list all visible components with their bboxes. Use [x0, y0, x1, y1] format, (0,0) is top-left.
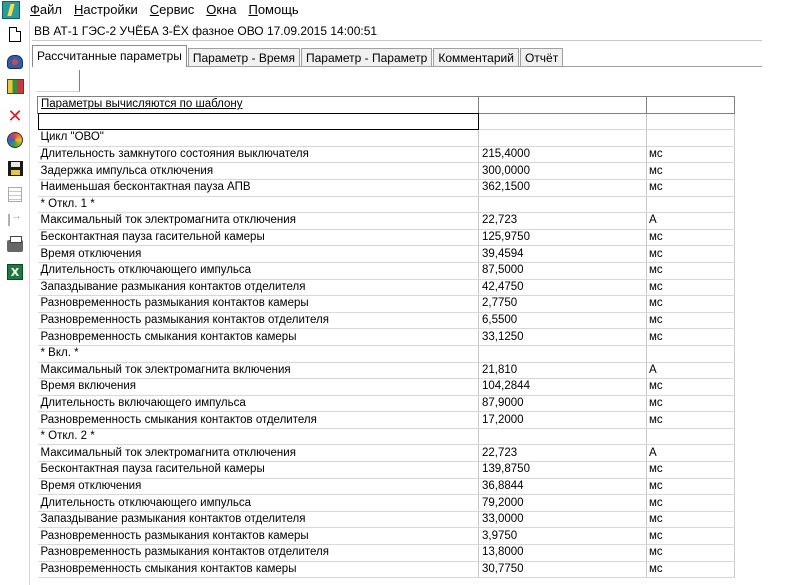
parameter-value-cell[interactable]	[479, 428, 647, 445]
excel-icon: X	[7, 264, 23, 280]
parameter-name-cell[interactable]: Время включения	[38, 379, 479, 396]
parameter-name-cell[interactable]: Длительность включающего импульса	[38, 395, 479, 412]
parameter-value-cell[interactable]	[479, 196, 647, 213]
table-row[interactable]	[38, 495, 735, 512]
menu-help[interactable]: Помощь	[248, 2, 299, 17]
parameter-value-cell[interactable]: 21,810	[479, 362, 647, 379]
table-row[interactable]	[38, 146, 735, 163]
parameter-unit-cell[interactable]: мс	[647, 379, 735, 396]
parameter-value-cell[interactable]: 22,723	[479, 445, 647, 462]
parameter-unit-cell[interactable]: мс	[647, 561, 735, 578]
parameter-unit-cell[interactable]: мс	[647, 296, 735, 313]
new-document-button[interactable]	[5, 24, 25, 44]
parameters-table	[37, 96, 735, 578]
parameter-unit-cell[interactable]: мс	[647, 495, 735, 512]
table-row[interactable]	[38, 428, 735, 445]
tab-comment[interactable]: Комментарий	[433, 48, 519, 67]
save-button[interactable]	[5, 158, 25, 178]
parameter-unit-cell[interactable]: мс	[647, 312, 735, 329]
parameter-name-cell[interactable]: Бесконтактная пауза гасительной камеры	[38, 462, 479, 479]
parameter-unit-cell[interactable]: мс	[647, 329, 735, 346]
parameter-value-cell[interactable]: 36,8844	[479, 478, 647, 495]
parameter-name-cell[interactable]: Длительность замкнутого состояния выключателя	[38, 146, 479, 163]
parameter-name-cell[interactable]: Наименьшая бесконтактная пауза АПВ	[38, 179, 479, 196]
parameter-unit-cell[interactable]	[647, 428, 735, 445]
settings-button[interactable]	[5, 130, 25, 150]
parameter-name-cell[interactable]: Время отключения	[38, 246, 479, 263]
table-row[interactable]	[38, 179, 735, 196]
tab-calculated-parameters[interactable]: Рассчитанные параметры	[32, 45, 187, 67]
parameter-value-cell[interactable]: 39,4594	[479, 246, 647, 263]
table-row[interactable]	[38, 561, 735, 578]
table-row[interactable]	[38, 113, 735, 130]
tab-bar	[32, 45, 564, 67]
parameter-unit-cell[interactable]: мс	[647, 528, 735, 545]
table-body	[38, 113, 735, 578]
parameter-name-cell[interactable]: Длительность отключающего импульса	[38, 262, 479, 279]
parameter-name-cell[interactable]: Максимальный ток электромагнита включения	[38, 362, 479, 379]
parameter-name-cell[interactable]: Время отключения	[38, 478, 479, 495]
table-row[interactable]	[38, 545, 735, 562]
parameter-unit-cell[interactable]: мс	[647, 395, 735, 412]
open-button[interactable]	[5, 52, 25, 72]
parameter-unit-cell[interactable]	[647, 130, 735, 147]
column-header-value[interactable]	[479, 97, 647, 114]
chart-icon	[7, 79, 24, 94]
save-icon	[8, 161, 23, 176]
parameter-name-cell[interactable]: * Откл. 2 *	[38, 428, 479, 445]
table-row[interactable]	[38, 312, 735, 329]
table-row[interactable]	[38, 511, 735, 528]
table-row[interactable]	[38, 213, 735, 230]
parameter-value-cell[interactable]: 13,8000	[479, 545, 647, 562]
parameter-name-cell[interactable]: * Откл. 1 *	[38, 196, 479, 213]
table-row[interactable]	[38, 412, 735, 429]
parameter-name-cell[interactable]: Разновременность смыкания контактов камеры	[38, 329, 479, 346]
parameter-name-cell[interactable]: Запаздывание размыкания контактов отделителя	[38, 511, 479, 528]
parameter-value-cell[interactable]: 139,8750	[479, 462, 647, 479]
parameter-value-cell[interactable]: 79,2000	[479, 495, 647, 512]
parameter-name-cell[interactable]: Разновременность смыкания контактов камеры	[38, 561, 479, 578]
parameter-unit-cell[interactable]: мс	[647, 462, 735, 479]
parameter-value-cell[interactable]: 362,1500	[479, 179, 647, 196]
indent-button[interactable]	[5, 210, 25, 230]
parameter-name-cell[interactable]: Бесконтактная пауза гасительной камеры	[38, 229, 479, 246]
table-row[interactable]	[38, 379, 735, 396]
indent-icon	[8, 214, 22, 226]
tab-parameter-time[interactable]: Параметр - Время	[188, 48, 300, 67]
parameter-name-cell[interactable]	[38, 113, 479, 130]
parameter-unit-cell[interactable]: мс	[647, 179, 735, 196]
parameter-unit-cell[interactable]: мс	[647, 163, 735, 180]
parameter-value-cell[interactable]: 87,9000	[479, 395, 647, 412]
parameter-value-cell[interactable]: 42,4750	[479, 279, 647, 296]
chart-button[interactable]	[5, 76, 25, 96]
menu-file[interactable]: Файл	[30, 2, 62, 17]
parameter-value-cell[interactable]: 3,9750	[479, 528, 647, 545]
table-row[interactable]	[38, 528, 735, 545]
document-title: ВВ АТ-1 ГЭС-2 УЧЁБА 3-ЁХ фазное ОВО 17.09.2015 14:00:51	[32, 22, 762, 41]
table-row[interactable]	[38, 362, 735, 379]
parameter-value-cell[interactable]: 104,2844	[479, 379, 647, 396]
parameter-value-cell[interactable]: 30,7750	[479, 561, 647, 578]
parameter-unit-cell[interactable]: А	[647, 362, 735, 379]
parameter-unit-cell[interactable]	[647, 196, 735, 213]
parameter-value-cell[interactable]: 125,9750	[479, 229, 647, 246]
parameter-unit-cell[interactable]: мс	[647, 262, 735, 279]
table-row[interactable]	[38, 445, 735, 462]
table-row[interactable]	[38, 329, 735, 346]
menu-windows[interactable]: Окна	[206, 2, 237, 17]
parameter-unit-cell[interactable]: мс	[647, 229, 735, 246]
parameter-unit-cell[interactable]: мс	[647, 412, 735, 429]
table-row[interactable]	[38, 262, 735, 279]
table-icon	[8, 187, 22, 202]
table-row[interactable]	[38, 229, 735, 246]
table-header-row	[38, 97, 735, 114]
menu-bar	[0, 0, 800, 20]
excel-export-button[interactable]	[5, 262, 25, 282]
parameter-unit-cell[interactable]: мс	[647, 545, 735, 562]
parameter-unit-cell[interactable]: мс	[647, 146, 735, 163]
parameter-value-cell[interactable]: 215,4000	[479, 146, 647, 163]
print-button[interactable]	[5, 236, 25, 256]
table-row[interactable]	[38, 196, 735, 213]
parameter-value-cell[interactable]: 17,2000	[479, 412, 647, 429]
parameter-unit-cell[interactable]: мс	[647, 246, 735, 263]
open-icon	[7, 55, 23, 69]
table-row[interactable]	[38, 130, 735, 147]
parameter-name-cell[interactable]: Максимальный ток электромагнита отключения	[38, 213, 479, 230]
menu-service[interactable]: Сервис	[149, 2, 195, 17]
table-row[interactable]	[38, 246, 735, 263]
print-icon	[7, 240, 23, 252]
parameter-name-cell[interactable]: Длительность отключающего импульса	[38, 495, 479, 512]
menu-settings[interactable]: Настройки	[73, 2, 138, 17]
parameter-name-cell[interactable]: Максимальный ток электромагнита отключения	[38, 445, 479, 462]
parameter-unit-cell[interactable]: мс	[647, 279, 735, 296]
tab-report[interactable]: Отчёт	[520, 48, 563, 67]
table-button[interactable]	[5, 184, 25, 204]
parameter-unit-cell[interactable]: А	[647, 213, 735, 230]
left-toolbar	[0, 20, 30, 585]
table-row[interactable]	[38, 279, 735, 296]
parameter-value-cell[interactable]: 22,723	[479, 213, 647, 230]
tab-parameter-parameter[interactable]: Параметр - Параметр	[301, 48, 432, 67]
parameter-name-cell[interactable]: Запаздывание размыкания контактов отделителя	[38, 279, 479, 296]
parameter-name-cell[interactable]: Разновременность размыкания контактов камеры	[38, 296, 479, 313]
parameter-name-cell[interactable]: Разновременность размыкания контактов камеры	[38, 528, 479, 545]
column-header-unit[interactable]	[647, 97, 735, 114]
sub-panel-tab[interactable]	[36, 70, 80, 92]
parameter-value-cell[interactable]: 300,0000	[479, 163, 647, 180]
parameter-unit-cell[interactable]: А	[647, 445, 735, 462]
parameter-value-cell[interactable]: 2,7750	[479, 296, 647, 313]
parameter-value-cell[interactable]	[479, 113, 647, 130]
parameter-name-cell[interactable]: Разновременность размыкания контактов отделителя	[38, 545, 479, 562]
parameter-name-cell[interactable]: * Вкл. *	[38, 345, 479, 362]
delete-icon: ✕	[7, 106, 23, 126]
settings-icon	[7, 132, 23, 148]
table-row[interactable]	[38, 478, 735, 495]
delete-button[interactable]	[5, 106, 25, 126]
table-row[interactable]	[38, 296, 735, 313]
parameter-name-cell[interactable]: Цикл "ОВО"	[38, 130, 479, 147]
parameter-unit-cell[interactable]: мс	[647, 478, 735, 495]
table-row[interactable]	[38, 462, 735, 479]
parameter-name-cell[interactable]: Задержка импульса отключения	[38, 163, 479, 180]
app-icon	[2, 1, 20, 19]
parameter-value-cell[interactable]: 6,5500	[479, 312, 647, 329]
column-header-parameter[interactable]: Параметры вычисляются по шаблону	[38, 97, 479, 114]
parameter-unit-cell[interactable]: мс	[647, 511, 735, 528]
parameter-value-cell[interactable]: 87,5000	[479, 262, 647, 279]
parameter-unit-cell[interactable]	[647, 345, 735, 362]
parameter-name-cell[interactable]: Разновременность размыкания контактов отделителя	[38, 312, 479, 329]
new-document-icon	[9, 27, 21, 42]
parameter-name-cell[interactable]: Разновременность смыкания контактов отделителя	[38, 412, 479, 429]
table-row[interactable]	[38, 395, 735, 412]
table-row[interactable]	[38, 163, 735, 180]
parameter-unit-cell[interactable]	[647, 113, 735, 130]
parameter-value-cell[interactable]: 33,1250	[479, 329, 647, 346]
table-row[interactable]	[38, 345, 735, 362]
parameter-value-cell[interactable]	[479, 130, 647, 147]
parameter-value-cell[interactable]	[479, 345, 647, 362]
parameter-value-cell[interactable]: 33,0000	[479, 511, 647, 528]
